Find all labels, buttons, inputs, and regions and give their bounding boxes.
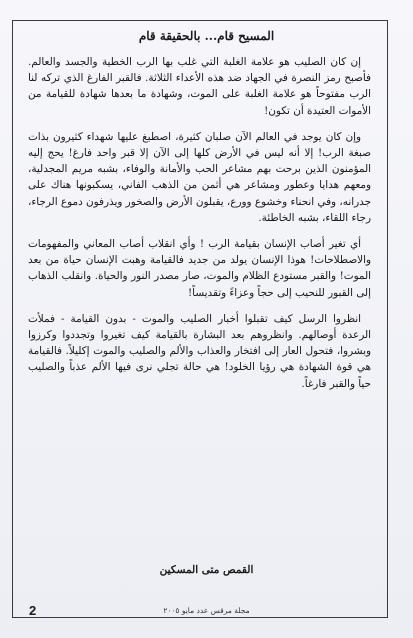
article-title: المسيح قام... بالحقيقة قام <box>138 29 275 43</box>
footer-citation: مجلة مرقس عدد مايو ٢٠٠٥ <box>163 606 250 615</box>
paragraph-2: وإن كان يوجد في العالم الآن صلبان كثيرة، اصطبغ عليها شهداء كثيرون بذات صبغة الرب! إلا أنه ليس في الأرض كلها إلى الآن إلا قبر واحد فارغ! يحج إليه المؤمنون الذين برحت بهم مشاعر الحب والأمانة والوفاء، بشبه مريم المجدلية، ومعهم هدايا وعطور ومشاعر هي أثمن من الذهب الفاني، يسكبونها هناك على جدرانه، وفي انحناء وخشوع وورع، يقبلون الأرض والصخور ويذرفون دموع الرجاء، رجاء اللقاء، بشبه الخاطئة. <box>28 130 371 224</box>
paragraph-4: انظروا الرسل كيف تقبلوا أخبار الصليب والموت - بدون القيامة - فملأت الرعدة أوصالهم. وانظروهم بعد البشارة بالقيامة كيف تغيروا وتجددوا وكرزوا وبشروا، فتحول العار إلى افتخار والعذاب والألم والصليب والموت إكليلاً. فالقيامة هي قوة الشهادة هي رؤيا الخلود! هي حالة تجلي نرى فيها الألم عذباً والصليب حياً والقبر فارغاً. <box>28 312 371 390</box>
author-signature: القمص متى المسكين <box>159 564 254 576</box>
page-number: 2 <box>29 603 37 618</box>
paragraph-1: إن كان الصليب هو علامة الغلبة التي غلب بها الرب الخطية والجسد والعالم. فأصبح رمز النصرة في الجهاد ضد هذه الأعداء الثلاثة. فالقبر الفارغ الذي تركه لنا الرب مفتوحاً هو علامة الغلبة على الموت، وشهادة ما بعدها شهادة للقيامة من الأموات العتيدة أن تكون! <box>28 56 371 117</box>
article-body <box>28 54 371 402</box>
paragraph-3: أي تغير أصاب الإنسان بقيامة الرب ! وأي انقلاب أصاب المعاني والمفهومات والاصطلاحات! هوذا الإنسان يولد من جديد فالقيامة وهبت الإنسان حياة من بعد الموت! والقبر مستودع الظلام والموت، صار مصدر النور والحياة. وانقلب الذهاب إلى القبور للنحيب إلى حجاً وعزاءً وتقديساً! <box>28 238 371 299</box>
